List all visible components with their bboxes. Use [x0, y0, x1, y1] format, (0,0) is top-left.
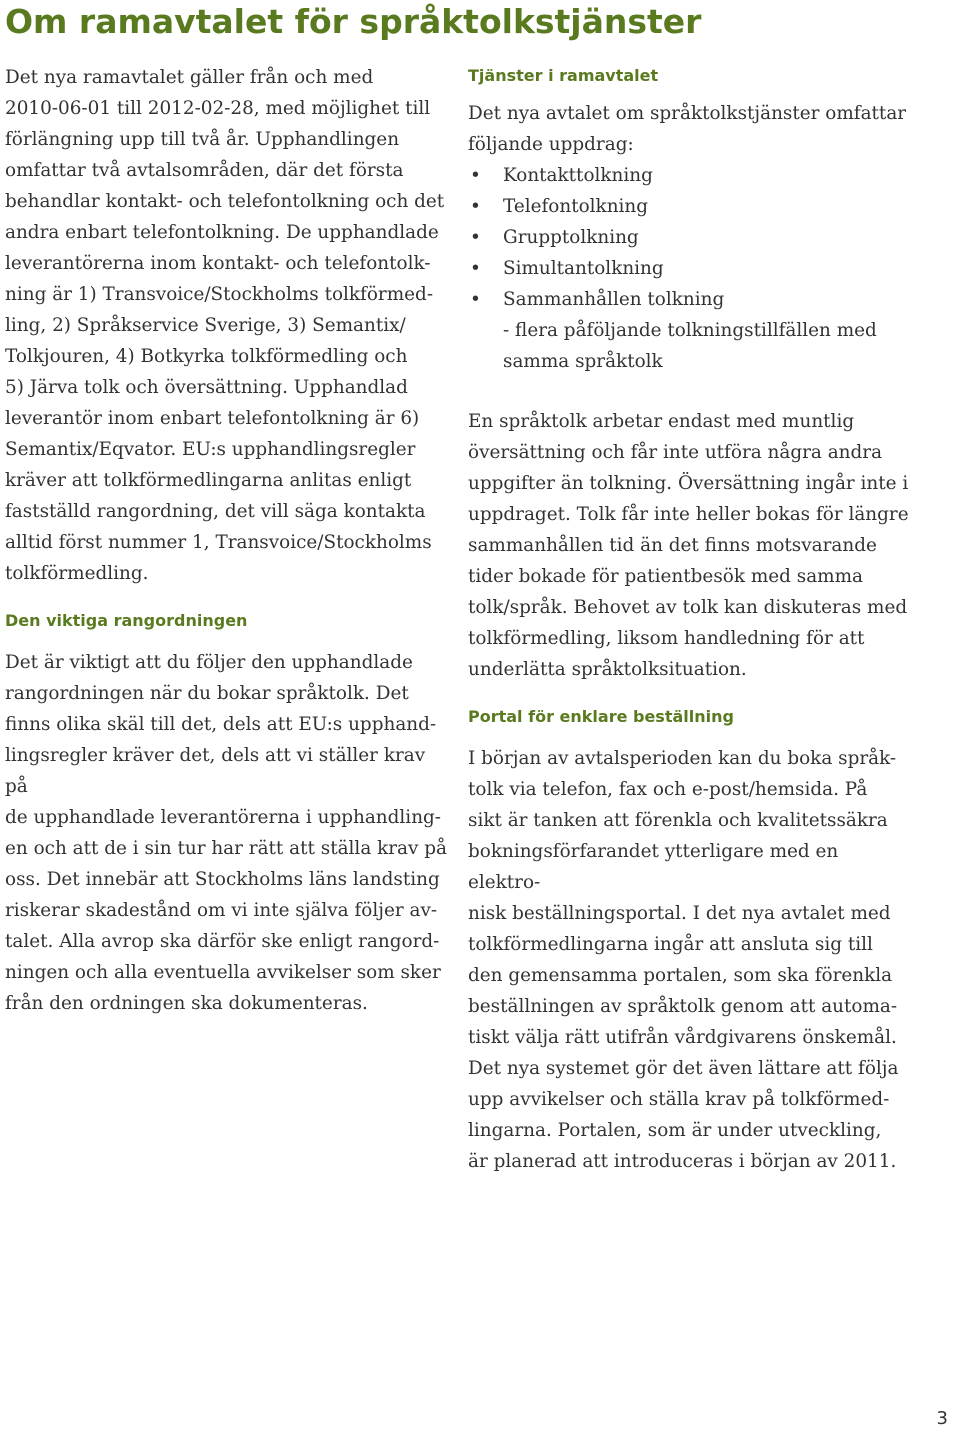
portal-paragraph: I början av avtalsperioden kan du boka språk- tolk via telefon, fax och e-post/hemsida. På sikt är tanken att förenkla och kvalitetssäkra bokningsförfarandet ytterligare med en elektro- nisk beställningsportal. I det nya avtalet med tolkförmedlingarna ingår att ansluta sig till den gemensamma portalen, som ska förenkla beställningen av språktolk genom att automa- tiskt välja rätt utifrån vårdgivarens önskemål. Det nya systemet gör det även lättare att följa upp avvikelser och ställa krav på tolkförmed- lingarna. Portalen, som är under utveckling, är planerad att introduceras i början av 2011. [468, 748, 899, 1172]
page-title: Om ramavtalet för språktolkstjänster [5, 2, 702, 41]
left-column [5, 62, 451, 1019]
list-item [468, 160, 914, 191]
list-item [468, 222, 914, 253]
list-item [468, 284, 914, 315]
bullet-icon: • [470, 227, 481, 248]
right-column [468, 62, 914, 1177]
bullet-icon: • [470, 289, 481, 310]
paragraph-gap [468, 377, 914, 406]
service-label: Sammanhållen tolkning [503, 289, 725, 310]
service-label: Telefontolkning [503, 196, 649, 217]
interpreter-paragraph: En språktolk arbetar endast med muntlig översättning och får inte utföra några andra uppgifter än tolkning. Översättning ingår inte i uppdraget. Tolk får inte heller bokas för längre sammanhållen tid än det finns motsvarande tider bokade för patientbesök med samma tolk/språk. Behovet av tolk kan diskuteras med tolkförmedling, liksom handledning för att underlätta språktolksituation. [468, 411, 909, 680]
bullet-icon: • [470, 258, 481, 279]
service-label: Kontakttolkning [503, 165, 653, 186]
page-number: 3 [936, 1408, 948, 1429]
services-heading: Tjänster i ramavtalet [468, 66, 659, 85]
list-item [468, 253, 914, 284]
service-label: Simultantolkning [503, 258, 664, 279]
ranking-heading: Den viktiga rangordningen [5, 611, 248, 630]
bullet-icon: • [470, 165, 481, 186]
services-list [468, 160, 914, 315]
services-intro: Det nya avtalet om språktolkstjänster omfattar följande uppdrag: [468, 103, 907, 155]
service-label: Grupptolkning [503, 227, 639, 248]
portal-heading: Portal för enklare beställning [468, 707, 734, 726]
services-note: - flera påföljande tolkningstillfällen med samma språktolk [503, 320, 877, 372]
intro-paragraph: Det nya ramavtalet gäller från och med 2010-06-01 till 2012-02-28, med möjlighet till förlängning upp till två år. Upphandlingen omfattar två avtalsområden, där det första behandlar kontakt- och telefontolkning och det andra enbart telefontolkning. De upphandlade leverantörerna inom kontakt- och telefontolk- ning är 1) Transvoice/Stockholms tolkförmed- ling, 2) Språkservice Sverige, 3) Semantix/ Tolkjouren, 4) Botkyrka tolkförmedling och 5) Järva tolk och översättning. Upphandlad leverantör inom enbart telefontolkning är 6) Semantix/Eqvator. EU:s upphandlingsregler kräver att tolkförmedlingarna anlitas enligt fastställd rangordning, det vill säga kontakta alltid först nummer 1, Transvoice/Stockholms tolkförmedling. [5, 67, 445, 584]
bullet-icon: • [470, 196, 481, 217]
ranking-paragraph: Det är viktigt att du följer den upphandlade rangordningen när du bokar språktolk. Det finns olika skäl till det, dels att EU:s upphand- lingsregler kräver det, dels att vi ställer krav på de upphandlade leverantörerna i upphandling- en och att de i sin tur har rätt att ställa krav på oss. Det innebär att Stockholms läns landsting riskerar skadestånd om vi inte själva följer av- talet. Alla avrop ska därför ske enligt rangord- ningen och alla eventuella avvikelser som sker från den ordningen ska dokumenteras. [5, 652, 447, 1014]
list-item [468, 191, 914, 222]
